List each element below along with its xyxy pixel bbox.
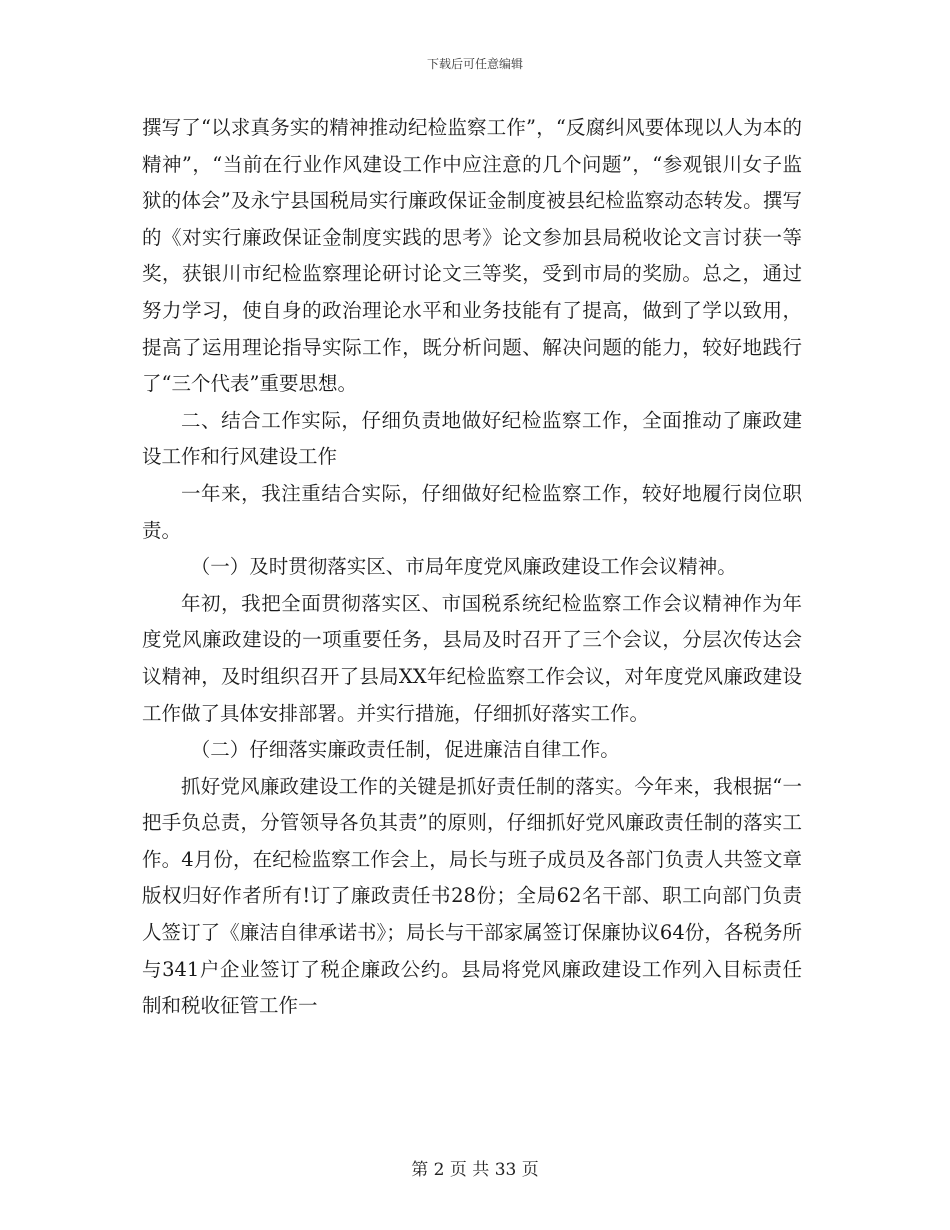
paragraph-meetings: 年初，我把全面贯彻落实区、市国税系统纪检监察工作会议精神作为年度党风廉政建设的一项重要任务，县局及时召开了三个会议，分层次传达会议精神，及时组织召开了县局XX年纪检监察工作会议，对年度党风廉政建设工作做了具体安排部署。并实行措施，仔细抓好落实工作。	[142, 591, 802, 725]
page-number: 第 2 页 共 33 页	[411, 1160, 539, 1180]
paragraph-intro: 一年来，我注重结合实际，仔细做好纪检监察工作，较好地履行岗位职责。	[142, 481, 802, 542]
subheading-one: （一）及时贯彻落实区、市局年度党风廉政建设工作会议精神。	[190, 555, 737, 579]
paragraph-responsibility: 抓好党风廉政建设工作的关键是抓好责任制的落实。今年来，我根据“一把手负总责，分管领导各负其责”的原则，仔细抓好党风廉政责任制的落实工作。4月份，在纪检监察工作会上，局长与班子成员及各部门负责人共签文章版权归好作者所有!订了廉政责任书28份；全局62名干部、职工向部门负责人签订了《廉洁自律承诺书》；局长与干部家属签订保廉协议64份，各税务所与341户企业签订了税企廉政公约。县局将党风廉政建设工作列入目标责任制和税收征管工作一	[142, 774, 802, 1018]
page-header-note: 下载后可任意编辑	[426, 57, 523, 71]
subheading-two: （二）仔细落实廉政责任制，促进廉洁自律工作。	[190, 738, 620, 762]
paragraph-continued-writing: 撰写了“以求真务实的精神推动纪检监察工作”，“反腐纠风要体现以人为本的精神”，“当前在行业作风建设工作中应注意的几个问题”，“参观银川女子监狱的体会”及永宁县国税局实行廉政保证金制度被县纪检监察动态转发。撰写的《对实行廉政保证金制度实践的思考》论文参加县局税收论文言讨获一等奖，获银川市纪检监察理论研讨论文三等奖，受到市局的奖励。总之，通过努力学习，使自身的政治理论水平和业务技能有了提高，做到了学以致用，提高了运用理论指导实际工作，既分析问题、解决问题的能力，较好地践行了“三个代表”重要思想。	[142, 116, 802, 396]
document-body	[142, 110, 802, 1025]
section-heading-two: 二、结合工作实际，仔细负责地做好纪检监察工作，全面推动了廉政建设工作和行风建设工作	[142, 408, 802, 469]
